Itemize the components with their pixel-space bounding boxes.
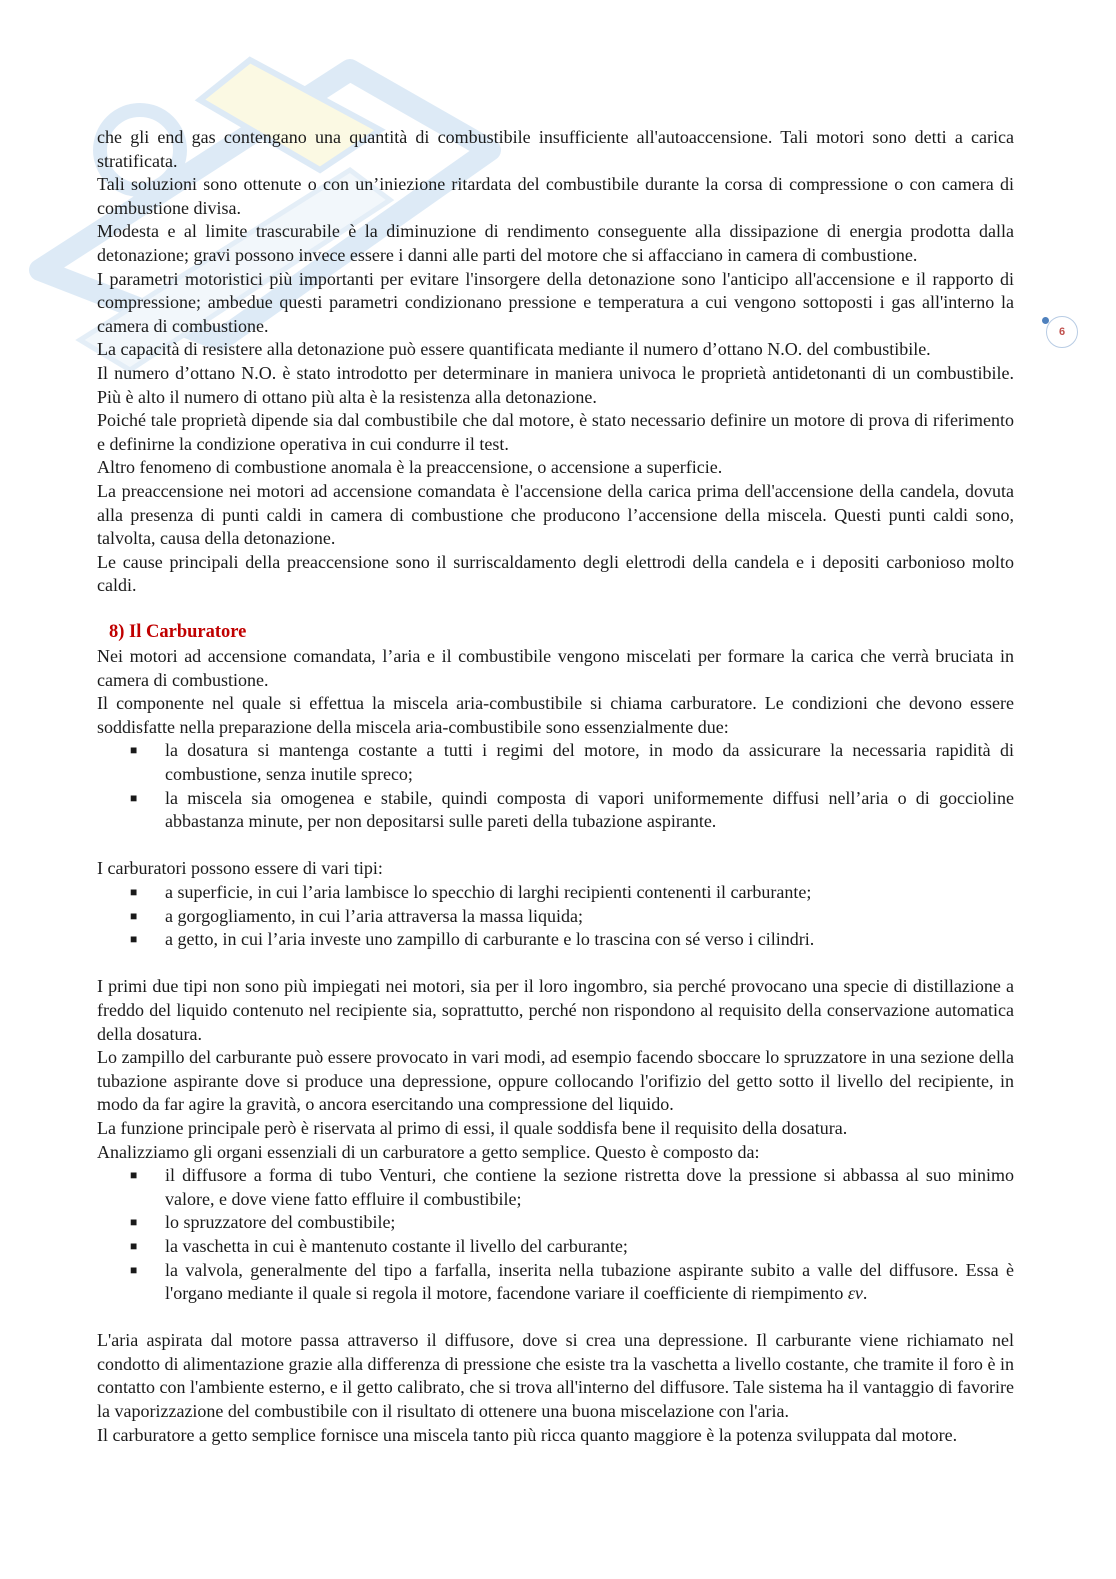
paragraph: Tali soluzioni sono ottenute o con un’iniezione ritardata del combustibile durante la corsa di compressione o con camera di combustione divisa. [97,174,1014,218]
paragraph: Poiché tale proprietà dipende sia dal combustibile che dal motore, è stato necessario definire un motore di prova di riferimento e definirne la condizione operativa in cui condurre il test. [97,410,1014,454]
bullet-icon: ■ [130,790,138,805]
list-item-text: a getto, in cui l’aria investe uno zampillo di carburante e lo trascina con sé verso i cilindri. [165,929,815,950]
paragraph: I parametri motoristici più importanti per evitare l'insorgere della detonazione sono l'anticipo all'accensione e il rapporto di compressione; ambedue questi parametri condizionano pressione e temperatura a cui vengono sottoposti i gas all'interno la camera di combustione. [97,268,1014,336]
list-item [97,905,1014,929]
list-item-text: a superficie, in cui l’aria lambisce lo specchio di larghi recipienti contenenti il carburante; [165,882,812,902]
paragraph: Il numero d’ottano N.O. è stato introdotto per determinare in maniera univoca le proprietà antidetonanti di un combustibile. Più è alto il numero di ottano più alta è la resistenza alla detonazione. [97,362,1014,407]
section-heading: 8) Il Carburatore [109,622,247,643]
list-item-text: la dosatura si mantenga costante a tutti i regimi del motore, in modo da assicurare la necessaria rapidità di combustione, senza inutile spreco; [165,740,1014,785]
paragraph: Nei motori ad accensione comandata, l’aria e il combustibile vengono miscelati per formare la carica che verrà bruciata in camera di combustione. [97,646,1014,690]
spacer [97,834,1014,858]
list-item-text: lo spruzzatore del combustibile; [165,1212,396,1233]
bullet-icon: ■ [130,932,138,947]
bullet-icon: ■ [130,743,138,758]
list-item [97,1164,1014,1211]
paragraph: Le cause principali della preaccensione sono il surriscaldamento degli elettrodi della candela e i depositi carbonioso molto caldi. [97,551,1014,596]
paragraph: Altro fenomeno di combustione anomala è la preaccensione, o accensione a superficie. [97,457,723,478]
list-item [97,1235,1014,1259]
paragraph: I carburatori possono essere di vari tipi: [97,858,383,879]
punctuation: . [862,1283,868,1304]
spacer [97,952,1014,976]
paragraph: La capacità di resistere alla detonazione può essere quantificata mediante il numero d’ottano N.O. del combustibile. [97,339,931,360]
paragraph: Modesta e al limite trascurabile è la diminuzione di rendimento conseguente alla dissipazione di energia prodotta dalla detonazione; gravi possono invece essere i danni alle parti del motore che si affacciano in camera di combustione. [97,221,1014,265]
page-number: 6 [1046,316,1078,348]
paragraph: L'aria aspirata dal motore passa attraverso il diffusore, dove si crea una depressione. Il carburante viene richiamato nel condotto di alimentazione grazie alla differenza di pressione che esiste tra la vaschetta a livello costante, che tramite il foro è in contatto con l'ambiente esterno, e il getto calibrato, che si trova all'interno del diffusore. Tale sistema ha il vantaggio di favorire la vaporizzazione del combustibile con il risultato di ottenere una buona miscelazione con l'aria. [97,1330,1014,1422]
bullet-icon: ■ [130,1215,138,1230]
carburetor-types-list [97,881,1014,952]
list-item-text: la miscela sia omogenea e stabile, quindi composta di vapori uniformemente diffusi nell’aria o di goccioline abbastanza minute, per non depositarsi sulle pareti della tubazione aspirante. [165,787,1014,832]
bullet-icon: ■ [130,885,138,899]
components-list [97,1164,1014,1306]
paragraph: Lo zampillo del carburante può essere provocato in vari modi, ad esempio facendo sboccare lo spruzzatore in una sezione della tubazione aspirante dove si produce una depressione, oppure collocando l'orifizio del getto sotto il livello del recipiente, in modo da far agire la gravità, o ancora esercitando una compressione del liquido. [97,1047,1014,1115]
list-item-text: la valvola, generalmente del tipo a farfalla, inserita nella tubazione aspirante subito a valle del diffusore. Essa è l'organo mediante il quale si regola il motore, facendone variare il coefficiente di riempimento [165,1259,1014,1304]
spacer [97,598,1014,622]
paragraph: che gli end gas contengano una quantità di combustibile insufficiente all'autoaccensione. Tali motori sono detti a carica stratificata. [97,127,1014,171]
list-item [97,739,1014,786]
paragraph: Il componente nel quale si effettua la miscela aria-combustibile si chiama carburatore. Le condizioni che devono essere soddisfatte nella preparazione della miscela aria-combustibile sono essenzialmente due: [97,693,1014,737]
conditions-list [97,739,1014,833]
paragraph: La preaccensione nei motori ad accensione comandata è l'accensione della carica prima dell'accensione della candela, dovuta alla presenza di punti caldi in camera di combustione che producono l’accensione della miscela. Questi punti caldi sono, talvolta, causa della detonazione. [97,480,1014,549]
list-item [97,881,1014,905]
paragraph: Il carburatore a getto semplice fornisce una miscela tanto più ricca quanto maggiore è la potenza sviluppata dal motore. [97,1424,958,1445]
bullet-icon: ■ [130,1238,138,1253]
paragraph: Analizziamo gli organi essenziali di un carburatore a getto semplice. Questo è composto da: [97,1141,760,1162]
paragraph: La funzione principale però è riservata al primo di essi, il quale soddisfa bene il requisito della dosatura. [97,1117,848,1138]
list-item [97,1211,1014,1235]
bullet-icon: ■ [130,908,138,923]
list-item [97,787,1014,834]
list-item [97,1259,1014,1306]
list-item-text: il diffusore a forma di tubo Venturi, che contiene la sezione ristretta dove la pressione si abbassa al suo minimo valore, e dove viene fatto effluire il combustibile; [165,1165,1014,1209]
document-body [97,126,1014,1447]
list-item-text: a gorgogliamento, in cui l’aria attraversa la massa liquida; [165,905,584,926]
list-item-text: la vaschetta in cui è mantenuto costante il livello del carburante; [165,1235,628,1256]
bullet-icon: ■ [130,1168,138,1183]
bullet-icon: ■ [130,1262,138,1277]
math-symbol: εv [847,1283,863,1304]
list-item [97,928,1014,952]
paragraph: I primi due tipi non sono più impiegati nei motori, sia per il loro ingombro, sia perché provocano una specie di distillazione a freddo del liquido contenuto nel recipiente sia, soprattutto, perché non rispondono al requisito della conservazione automatica della dosatura. [97,976,1014,1044]
spacer [97,1306,1014,1330]
